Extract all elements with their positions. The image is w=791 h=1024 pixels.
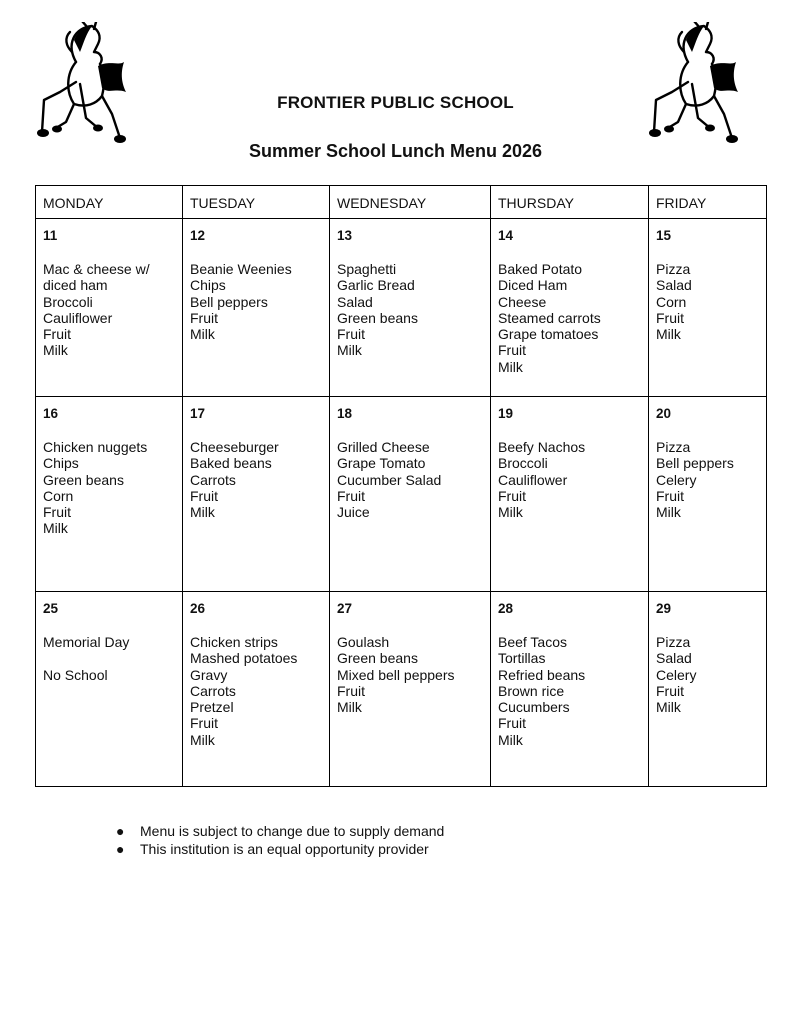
menu-item: Pizza <box>656 634 691 650</box>
menu-item: Steamed carrots <box>498 309 601 326</box>
date-number: 25 <box>43 601 59 616</box>
menu-item: Diced Ham <box>498 277 568 294</box>
menu-item: Fruit <box>190 487 218 504</box>
menu-item: Milk <box>656 504 681 521</box>
menu-item: Fruit <box>337 487 365 504</box>
day-cell <box>649 592 767 787</box>
menu-item: Beefy Nachos <box>498 439 586 455</box>
menu-item: Milk <box>190 731 215 748</box>
menu-item: Fruit <box>190 715 218 732</box>
menu-item: Pizza <box>656 439 691 455</box>
menu-item: Cheese <box>498 293 547 310</box>
menu-item: Tortillas <box>498 650 546 667</box>
day-header-row <box>36 186 767 219</box>
menu-item: Juice <box>337 504 370 521</box>
day-cell <box>183 592 330 787</box>
school-name: FRONTIER PUBLIC SCHOOL <box>277 93 514 112</box>
date-number: 26 <box>190 601 206 616</box>
day-cell <box>649 219 767 397</box>
menu-item: Goulash <box>337 634 390 650</box>
menu-item: Corn <box>43 487 74 504</box>
menu-item: Green beans <box>337 309 418 326</box>
menu-item: Green beans <box>337 650 418 667</box>
mustang-logo-icon <box>648 22 740 144</box>
menu-item: Brown rice <box>498 682 565 699</box>
date-number: 16 <box>43 406 59 421</box>
date-number: 27 <box>337 601 353 616</box>
menu-item: Milk <box>498 358 523 375</box>
menu-item: Beef Tacos <box>498 634 568 650</box>
menu-item: Fruit <box>656 682 684 699</box>
menu-item: Corn <box>656 293 687 310</box>
day-cell <box>36 397 183 592</box>
menu-item: Milk <box>656 326 681 343</box>
date-number: 29 <box>656 601 672 616</box>
menu-item: Pizza <box>656 261 691 277</box>
menu-item: Mashed potatoes <box>190 650 298 667</box>
menu-item: Chips <box>43 455 79 472</box>
day-header: WEDNESDAY <box>330 186 491 219</box>
menu-item: Baked Potato <box>498 261 583 277</box>
menu-item: Mixed bell peppers <box>337 666 455 683</box>
date-number: 20 <box>656 406 672 421</box>
menu-item: Salad <box>337 293 373 310</box>
menu-item: Fruit <box>498 487 526 504</box>
menu-item: No School <box>43 666 108 683</box>
day-cell <box>491 219 649 397</box>
day-cell <box>330 592 491 787</box>
day-cell <box>491 397 649 592</box>
menu-item: Grape tomatoes <box>498 326 599 343</box>
menu-item: Fruit <box>498 342 526 359</box>
menu-item: Salad <box>656 650 692 667</box>
menu-item: Gravy <box>190 666 228 683</box>
menu-item: Baked beans <box>190 455 272 472</box>
menu-item: Chicken nuggets <box>43 439 148 455</box>
menu-item: Fruit <box>337 682 365 699</box>
menu-item: Fruit <box>337 326 365 343</box>
menu-item: Memorial Day <box>43 634 130 650</box>
date-number: 14 <box>498 228 514 243</box>
date-number: 19 <box>498 406 514 421</box>
menu-item: Chips <box>190 277 226 294</box>
menu-item: Refried beans <box>498 666 586 683</box>
day-cell <box>491 592 649 787</box>
menu-item: Grilled Cheese <box>337 439 430 455</box>
menu-item: Cucumber Salad <box>337 471 442 488</box>
menu-item: Milk <box>43 342 68 359</box>
spacer <box>43 650 175 666</box>
menu-item: Broccoli <box>498 455 548 472</box>
menu-item: Milk <box>337 342 362 359</box>
menu-item: diced ham <box>43 277 108 294</box>
menu-item: Fruit <box>656 309 684 326</box>
menu-item: Cucumbers <box>498 699 570 716</box>
day-header: TUESDAY <box>183 186 330 219</box>
menu-item: Cauliflower <box>498 471 568 488</box>
menu-item: Grape Tomato <box>337 455 426 472</box>
date-number: 11 <box>43 228 58 243</box>
day-cell <box>36 219 183 397</box>
note-item <box>116 822 444 840</box>
day-cell <box>183 397 330 592</box>
menu-item: Mac & cheese w/ <box>43 261 150 277</box>
menu-item: Milk <box>337 699 362 716</box>
menu-item: Milk <box>498 731 523 748</box>
day-cell <box>330 397 491 592</box>
menu-item: Milk <box>656 699 681 716</box>
bullet-icon: ● <box>116 841 125 857</box>
menu-item: Milk <box>190 326 215 343</box>
day-cell <box>183 219 330 397</box>
menu-item: Bell peppers <box>190 293 268 310</box>
day-cell <box>36 592 183 787</box>
day-header: THURSDAY <box>491 186 649 219</box>
week-row <box>36 219 767 397</box>
date-number: 15 <box>656 228 672 243</box>
date-number: 17 <box>190 406 206 421</box>
date-number: 28 <box>498 601 514 616</box>
date-number: 18 <box>337 406 353 421</box>
menu-item: Bell peppers <box>656 455 734 472</box>
day-header: MONDAY <box>36 186 183 219</box>
lunch-menu-table <box>35 185 767 787</box>
menu-title: Summer School Lunch Menu 2026 <box>248 141 543 161</box>
menu-item: Fruit <box>656 487 684 504</box>
menu-item: Beanie Weenies <box>190 261 292 277</box>
menu-item: Cheeseburger <box>190 439 279 455</box>
notes-list <box>116 822 444 858</box>
day-cell <box>330 219 491 397</box>
menu-item: Green beans <box>43 471 124 488</box>
note-text: This institution is an equal opportunity provider <box>140 841 429 857</box>
menu-item: Cauliflower <box>43 309 113 326</box>
menu-item: Celery <box>656 666 697 683</box>
note-item <box>116 840 444 858</box>
week-row <box>36 592 767 787</box>
menu-item: Celery <box>656 471 697 488</box>
menu-item: Carrots <box>190 682 236 699</box>
menu-item: Garlic Bread <box>337 277 415 294</box>
day-cell <box>649 397 767 592</box>
menu-item: Chicken strips <box>190 634 278 650</box>
day-header: FRIDAY <box>649 186 767 219</box>
menu-item: Broccoli <box>43 293 93 310</box>
menu-item: Spaghetti <box>337 261 397 277</box>
week-row <box>36 397 767 592</box>
bullet-icon: ● <box>116 823 125 839</box>
menu-item: Fruit <box>498 715 526 732</box>
menu-item: Fruit <box>43 326 71 343</box>
menu-item: Milk <box>498 504 523 521</box>
date-number: 13 <box>337 228 353 243</box>
menu-item: Fruit <box>43 504 71 521</box>
menu-item: Salad <box>656 277 692 294</box>
note-text: Menu is subject to change due to supply demand <box>140 823 445 839</box>
menu-item: Carrots <box>190 471 236 488</box>
menu-item: Milk <box>43 520 68 537</box>
menu-item: Fruit <box>190 309 218 326</box>
menu-item: Pretzel <box>190 699 234 716</box>
mustang-logo-icon <box>36 22 128 144</box>
menu-item: Milk <box>190 504 215 521</box>
date-number: 12 <box>190 228 206 243</box>
